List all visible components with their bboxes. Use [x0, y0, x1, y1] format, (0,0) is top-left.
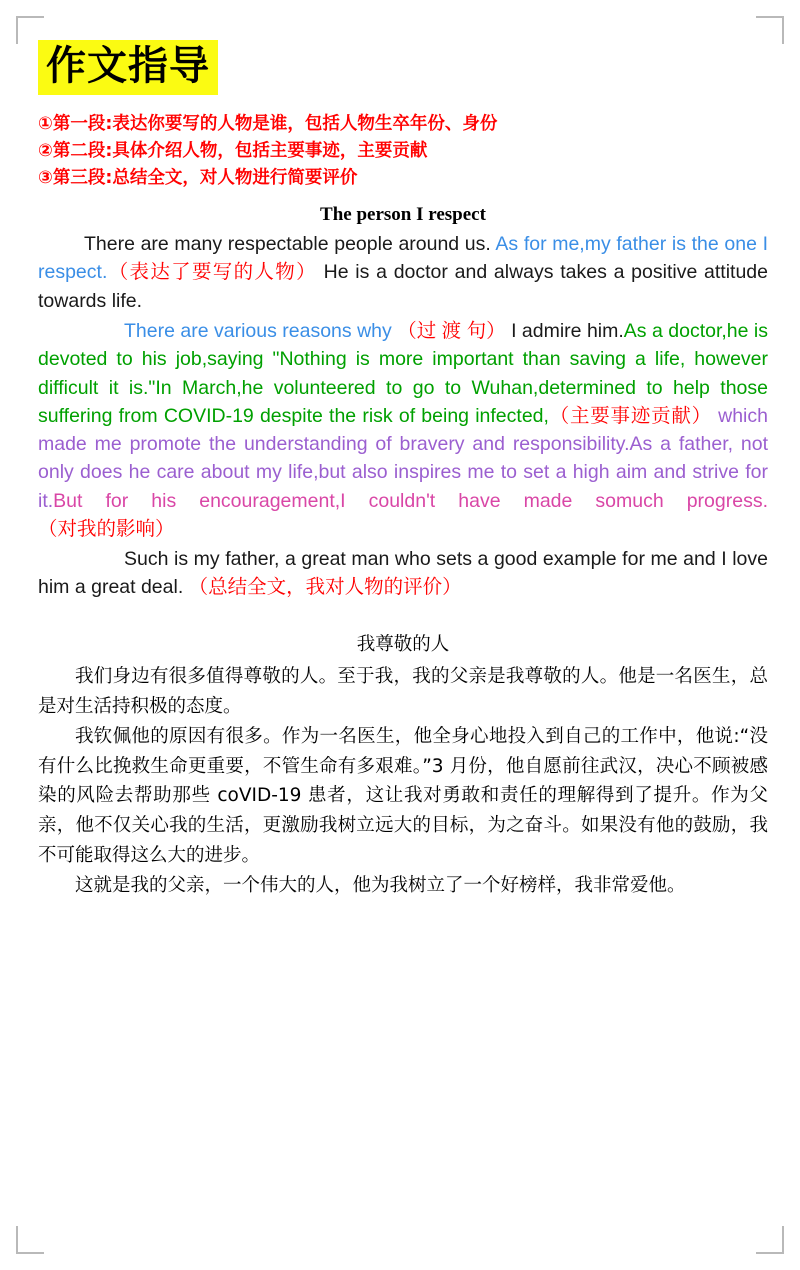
p2-segment-purple: which made me promote the understanding of bravery and responsibility.As a father, not only does he care about my life,but also inspires me to set a high aim and strive for it.: [38, 404, 768, 512]
document-page: [38, 40, 768, 901]
chinese-title: 我尊敬的人: [356, 633, 450, 655]
p2-segment-magenta: But for his encouragement,I couldn't have made somuch progress.: [53, 489, 768, 512]
crop-mark-bottom-right: [756, 1226, 784, 1254]
p3-annotation: （总结全文，我对人物的评价）: [183, 576, 462, 599]
chinese-paragraph-2: 我钦佩他的原因有很多。作为一名医生，他全身心地投入到自己的工作中，他说:“没有什么比挽救生命更重要，不管生命有多艰难。”3 月份，他自愿前往武汉，决心不顾被感染的风险去帮助那些 coVID-19 患者，这让我对勇敢和责任的理解得到了提升。作为父亲，他不仅关心我的生活，更激励我树立远大的目标，为之奋斗。如果没有他的鼓励，我不可能取得这么大的进步。: [38, 725, 768, 867]
guide-item-1: ①第一段:表达你要写的人物是谁，包括人物生卒年份、身份: [38, 113, 498, 134]
p2-segment-green: As a doctor,he is devoted to his job,saying "Nothing is more important than saving a life, however difficult it is."In March,he volunteered to go to Wuhan,determined to help those suffering from COVID-19 despite the risk of being infected,: [38, 319, 769, 427]
essay-paragraph-3: [38, 545, 768, 602]
p1-segment-intro: There are many respectable people around us.: [84, 233, 496, 256]
p1-segment-tail: He is a doctor and always takes a positive attitude towards life.: [38, 261, 768, 312]
page-title: 作文指导: [38, 40, 218, 95]
p2-annotation-influence: （对我的影响）: [38, 517, 175, 540]
writing-guide-list: [38, 111, 768, 192]
guide-item-3: ③第三段:总结全文，对人物进行简要评价: [38, 168, 358, 189]
p2-annotation-transition: （过 渡 句）: [397, 319, 506, 342]
chinese-paragraph-3: 这就是我的父亲，一个伟大的人，他为我树立了一个好榜样，我非常爱他。: [75, 875, 686, 897]
chinese-paragraph-1: 我们身边有很多值得尊敬的人。至于我，我的父亲是我尊敬的人。他是一名医生，总是对生活持积极的态度。: [38, 665, 768, 717]
p3-segment-black: Such is my father, a great man who sets a good example for me and I love him a great deal.: [38, 548, 768, 599]
essay-title: The person I respect: [320, 204, 486, 226]
p2-segment-blue: There are various reasons why: [124, 319, 398, 342]
p2-segment-black: I admire him.: [505, 319, 624, 342]
crop-mark-bottom-left: [16, 1226, 44, 1254]
essay-paragraph-1: [38, 230, 768, 315]
p2-annotation-deeds: （主要事迹贡献）: [548, 404, 712, 427]
guide-item-2: ②第二段:具体介绍人物，包括主要事迹，主要贡献: [38, 140, 428, 161]
chinese-translation-block: [38, 630, 768, 902]
p1-segment-blue: As for me,my father is the one I respect.: [38, 233, 768, 284]
essay-paragraph-2: [38, 317, 768, 543]
p1-annotation: （表达了要写的人物）: [107, 261, 317, 284]
page-title-wrap: [38, 40, 768, 95]
